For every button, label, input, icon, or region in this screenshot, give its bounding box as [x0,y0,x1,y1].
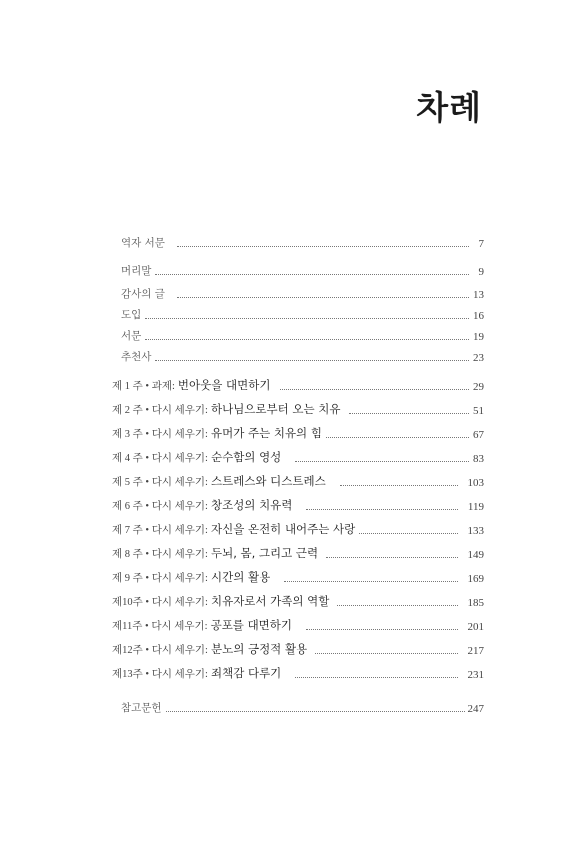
toc-entry-chapter[interactable] [112,641,484,657]
toc-page-number: 103 [467,477,484,489]
toc-chapter-title: 스트레스와 디스트레스 [210,474,326,488]
toc-dot-leader [155,274,469,275]
toc-page-number: 119 [467,501,484,513]
toc-week-label: 제 2 주 • 다시 세우기: [112,405,208,416]
toc-week-label: 제 8 주 • 다시 세우기: [112,549,208,560]
toc-week-label: 제10주 • 다시 세우기: [112,597,208,608]
toc-page-number: 169 [467,573,484,585]
toc-page-number: 247 [467,703,484,715]
toc-dot-leader [306,629,457,630]
toc-entry-chapter[interactable] [112,497,484,513]
toc-entry-label: 역자 서문 [121,237,165,249]
toc-entry-chapter[interactable] [112,425,484,441]
page-title: 차례 [416,88,482,127]
toc-page-number: 217 [467,645,484,657]
toc-chapter-title: 공포를 대면하기 [210,618,293,632]
toc-page-number: 9 [478,266,484,278]
toc-entry-back[interactable] [121,699,484,715]
toc-entry-chapter[interactable] [112,545,484,561]
toc-dot-leader [306,509,458,510]
toc-week-label: 제 9 주 • 다시 세우기: [112,573,208,584]
toc-dot-leader [315,653,457,654]
toc-dot-leader [349,413,470,414]
toc-entry-label: 감사의 글 [121,288,165,300]
toc-entry-front[interactable] [121,348,484,364]
toc-page-number: 231 [467,669,484,681]
toc-chapter-title: 창조성의 치유력 [210,498,293,512]
toc-week-label: 제11주 • 다시 세우기: [112,621,208,632]
toc-dot-leader [155,360,469,361]
toc-entry-label: 참고문헌 [121,702,162,714]
toc-page-number: 13 [473,289,484,301]
toc-dot-leader [145,318,469,319]
toc-entry-chapter[interactable] [112,473,484,489]
toc-entry-label: 추천사 [121,351,152,363]
toc-entry-front[interactable] [121,306,484,322]
toc-page-number: 7 [478,238,484,250]
toc-entry-chapter[interactable] [112,617,484,633]
toc-entry-front[interactable] [121,285,484,301]
toc-dot-leader [295,677,457,678]
toc-week-label: 제 7 주 • 다시 세우기: [112,525,208,536]
toc-entry-chapter[interactable] [112,449,484,465]
toc-chapter-title: 하나님으로부터 오는 치유 [210,402,341,416]
toc-entry-label: 서문 [121,330,142,342]
toc-week-label: 제13주 • 다시 세우기: [112,669,208,680]
toc-page-number: 51 [473,405,484,417]
toc-page-number: 23 [473,352,484,364]
toc-week-label: 제 3 주 • 다시 세우기: [112,429,208,440]
toc-page-number: 185 [467,597,484,609]
toc-dot-leader [326,557,457,558]
toc-entry-front[interactable] [121,262,484,278]
toc-entry-label: 머리말 [121,265,152,277]
toc-entry-chapter[interactable] [112,593,484,609]
toc-entry-chapter[interactable] [112,521,484,537]
toc-entry-chapter[interactable] [112,665,484,681]
toc-entry-front[interactable] [121,234,484,250]
toc-page-number: 201 [467,621,484,633]
toc-dot-leader [177,297,469,298]
toc-entry-chapter[interactable] [112,377,484,393]
toc-dot-leader [295,461,469,462]
toc-week-label: 제12주 • 다시 세우기: [112,645,208,656]
toc-chapter-title: 두뇌, 몸, 그리고 근력 [210,546,319,560]
toc-page-number: 19 [473,331,484,343]
toc-dot-leader [166,711,465,712]
toc-chapter-title: 분노의 긍정적 활용 [210,642,308,656]
toc-page-number: 16 [473,310,484,322]
toc-dot-leader [284,581,457,582]
toc-page-number: 83 [473,453,484,465]
toc-dot-leader [326,437,469,438]
toc-page-number: 149 [467,549,484,561]
toc-dot-leader [280,389,469,390]
toc-chapter-title: 자신을 온전히 내어주는 사랑 [210,522,356,536]
toc-page-number: 67 [473,429,484,441]
toc-entry-front[interactable] [121,327,484,343]
toc-chapter-title: 치유자로서 가족의 역할 [210,594,330,608]
toc-dot-leader [359,533,457,534]
toc-chapter-title: 시간의 활용 [210,570,271,584]
toc-chapter-title: 순수함의 영성 [210,450,282,464]
toc-dot-leader [145,339,469,340]
toc-chapter-title: 번아웃을 대면하기 [177,378,271,392]
toc-entry-chapter[interactable] [112,401,484,417]
toc-dot-leader [340,485,458,486]
toc-week-label: 제 4 주 • 다시 세우기: [112,453,208,464]
toc-week-label: 제 1 주 • 과제: [112,381,175,392]
toc-week-label: 제 5 주 • 다시 세우기: [112,477,208,488]
toc-dot-leader [177,246,469,247]
toc-page-number: 29 [473,381,484,393]
toc-page-number: 133 [467,525,484,537]
toc-entry-chapter[interactable] [112,569,484,585]
toc-dot-leader [337,605,457,606]
toc-week-label: 제 6 주 • 다시 세우기: [112,501,208,512]
toc-entry-label: 도입 [121,309,142,321]
toc-chapter-title: 유머가 주는 치유의 힘 [210,426,322,440]
toc-chapter-title: 죄책감 다루기 [210,666,282,680]
